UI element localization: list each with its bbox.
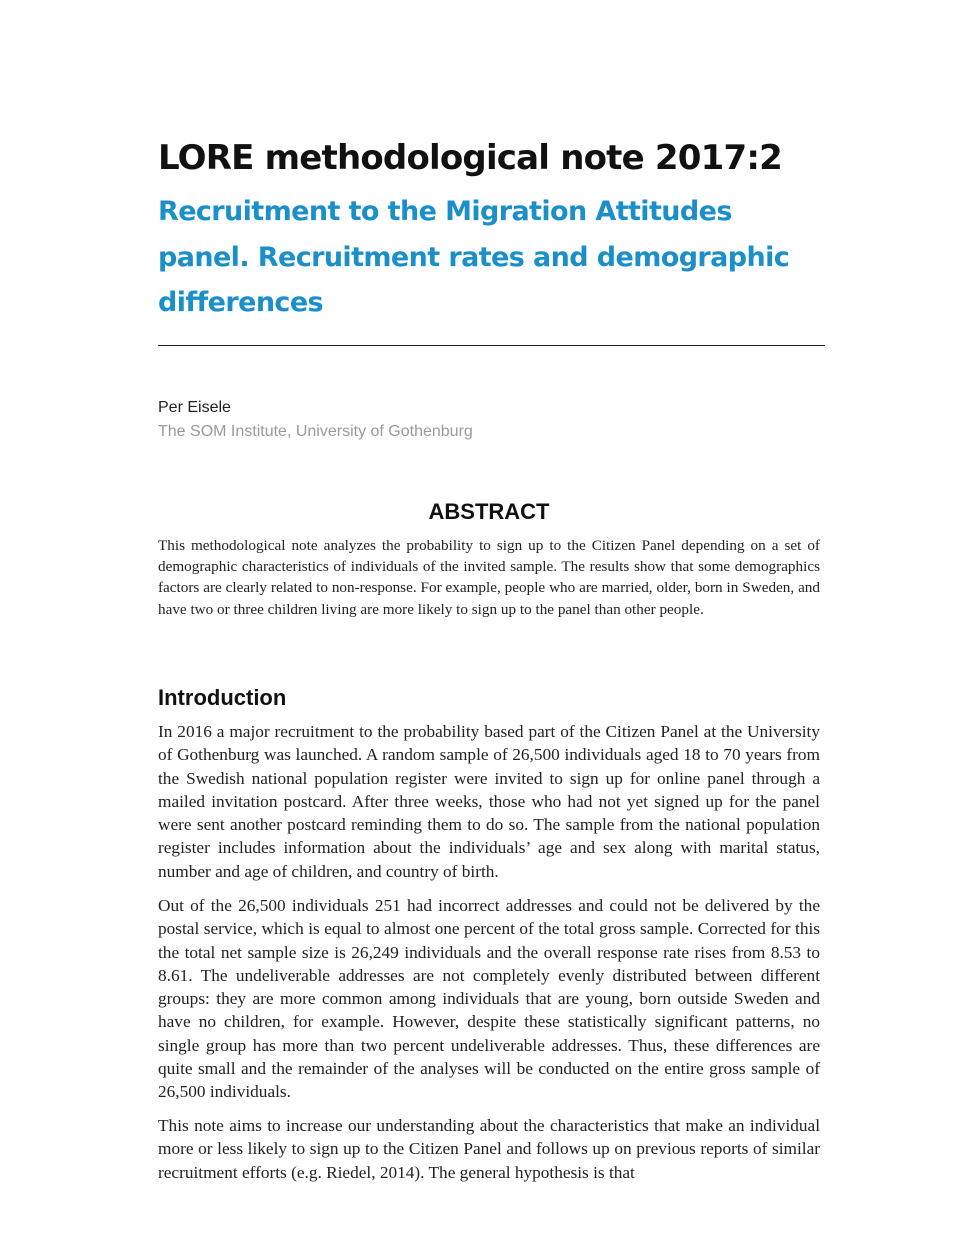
abstract-text: This methodological note analyzes the probability to sign up to the Citizen Panel depending on a set of demographic characteristics of individuals of the invited sample. The results show that some demographics factors are clearly related to non-response. For example, people who are married, older, born in Sweden, and have two or three children living are more likely to sign up to the panel than other people.	[158, 537, 820, 618]
author-affiliation: The SOM Institute, University of Gothenburg	[158, 423, 473, 440]
introduction-paragraph-3: This note aims to increase our understanding about the characteristics that make an individual more or less likely to sign up to the Citizen Panel and follows up on previous reports of similar recruitment efforts (e.g. Riedel, 2014). The general hypothesis is that	[158, 1116, 820, 1182]
title-divider	[158, 345, 825, 346]
introduction-paragraph-2: Out of the 26,500 individuals 251 had incorrect addresses and could not be delivered by the postal service, which is equal to almost one percent of the total gross sample. Corrected for this the total net sample size is 26,249 individuals and the overall response rate rises from 8.53 to 8.61. The undeliverable addresses are not completely evenly distributed between different groups: they are more common among individuals that are young, born outside Sweden and have no children, for example. However, despite these statistically significant patterns, no single group has more than two percent undeliverable addresses. Thus, these differences are quite small and the remainder of the analyses will be conducted on the entire gross sample of 26,500 individuals.	[158, 896, 820, 1102]
document-subtitle: Recruitment to the Migration Attitudes panel. Recruitment rates and demographic differences	[158, 196, 790, 318]
document-title: LORE methodological note 2017:2	[158, 138, 782, 178]
introduction-heading: Introduction	[158, 685, 287, 710]
author-name: Per Eisele	[158, 399, 231, 416]
abstract-heading: ABSTRACT	[428, 499, 550, 524]
introduction-paragraph-1: In 2016 a major recruitment to the probability based part of the Citizen Panel at the University of Gothenburg was launched. A random sample of 26,500 individuals aged 18 to 70 years from the Swedish national population register were invited to sign up for online panel through a mailed invitation postcard. After three weeks, those who had not yet signed up for the panel were sent another postcard reminding them to do so. The sample from the national population register includes information about the individuals’ age and sex along with marital status, number and age of children, and country of birth.	[158, 722, 820, 881]
